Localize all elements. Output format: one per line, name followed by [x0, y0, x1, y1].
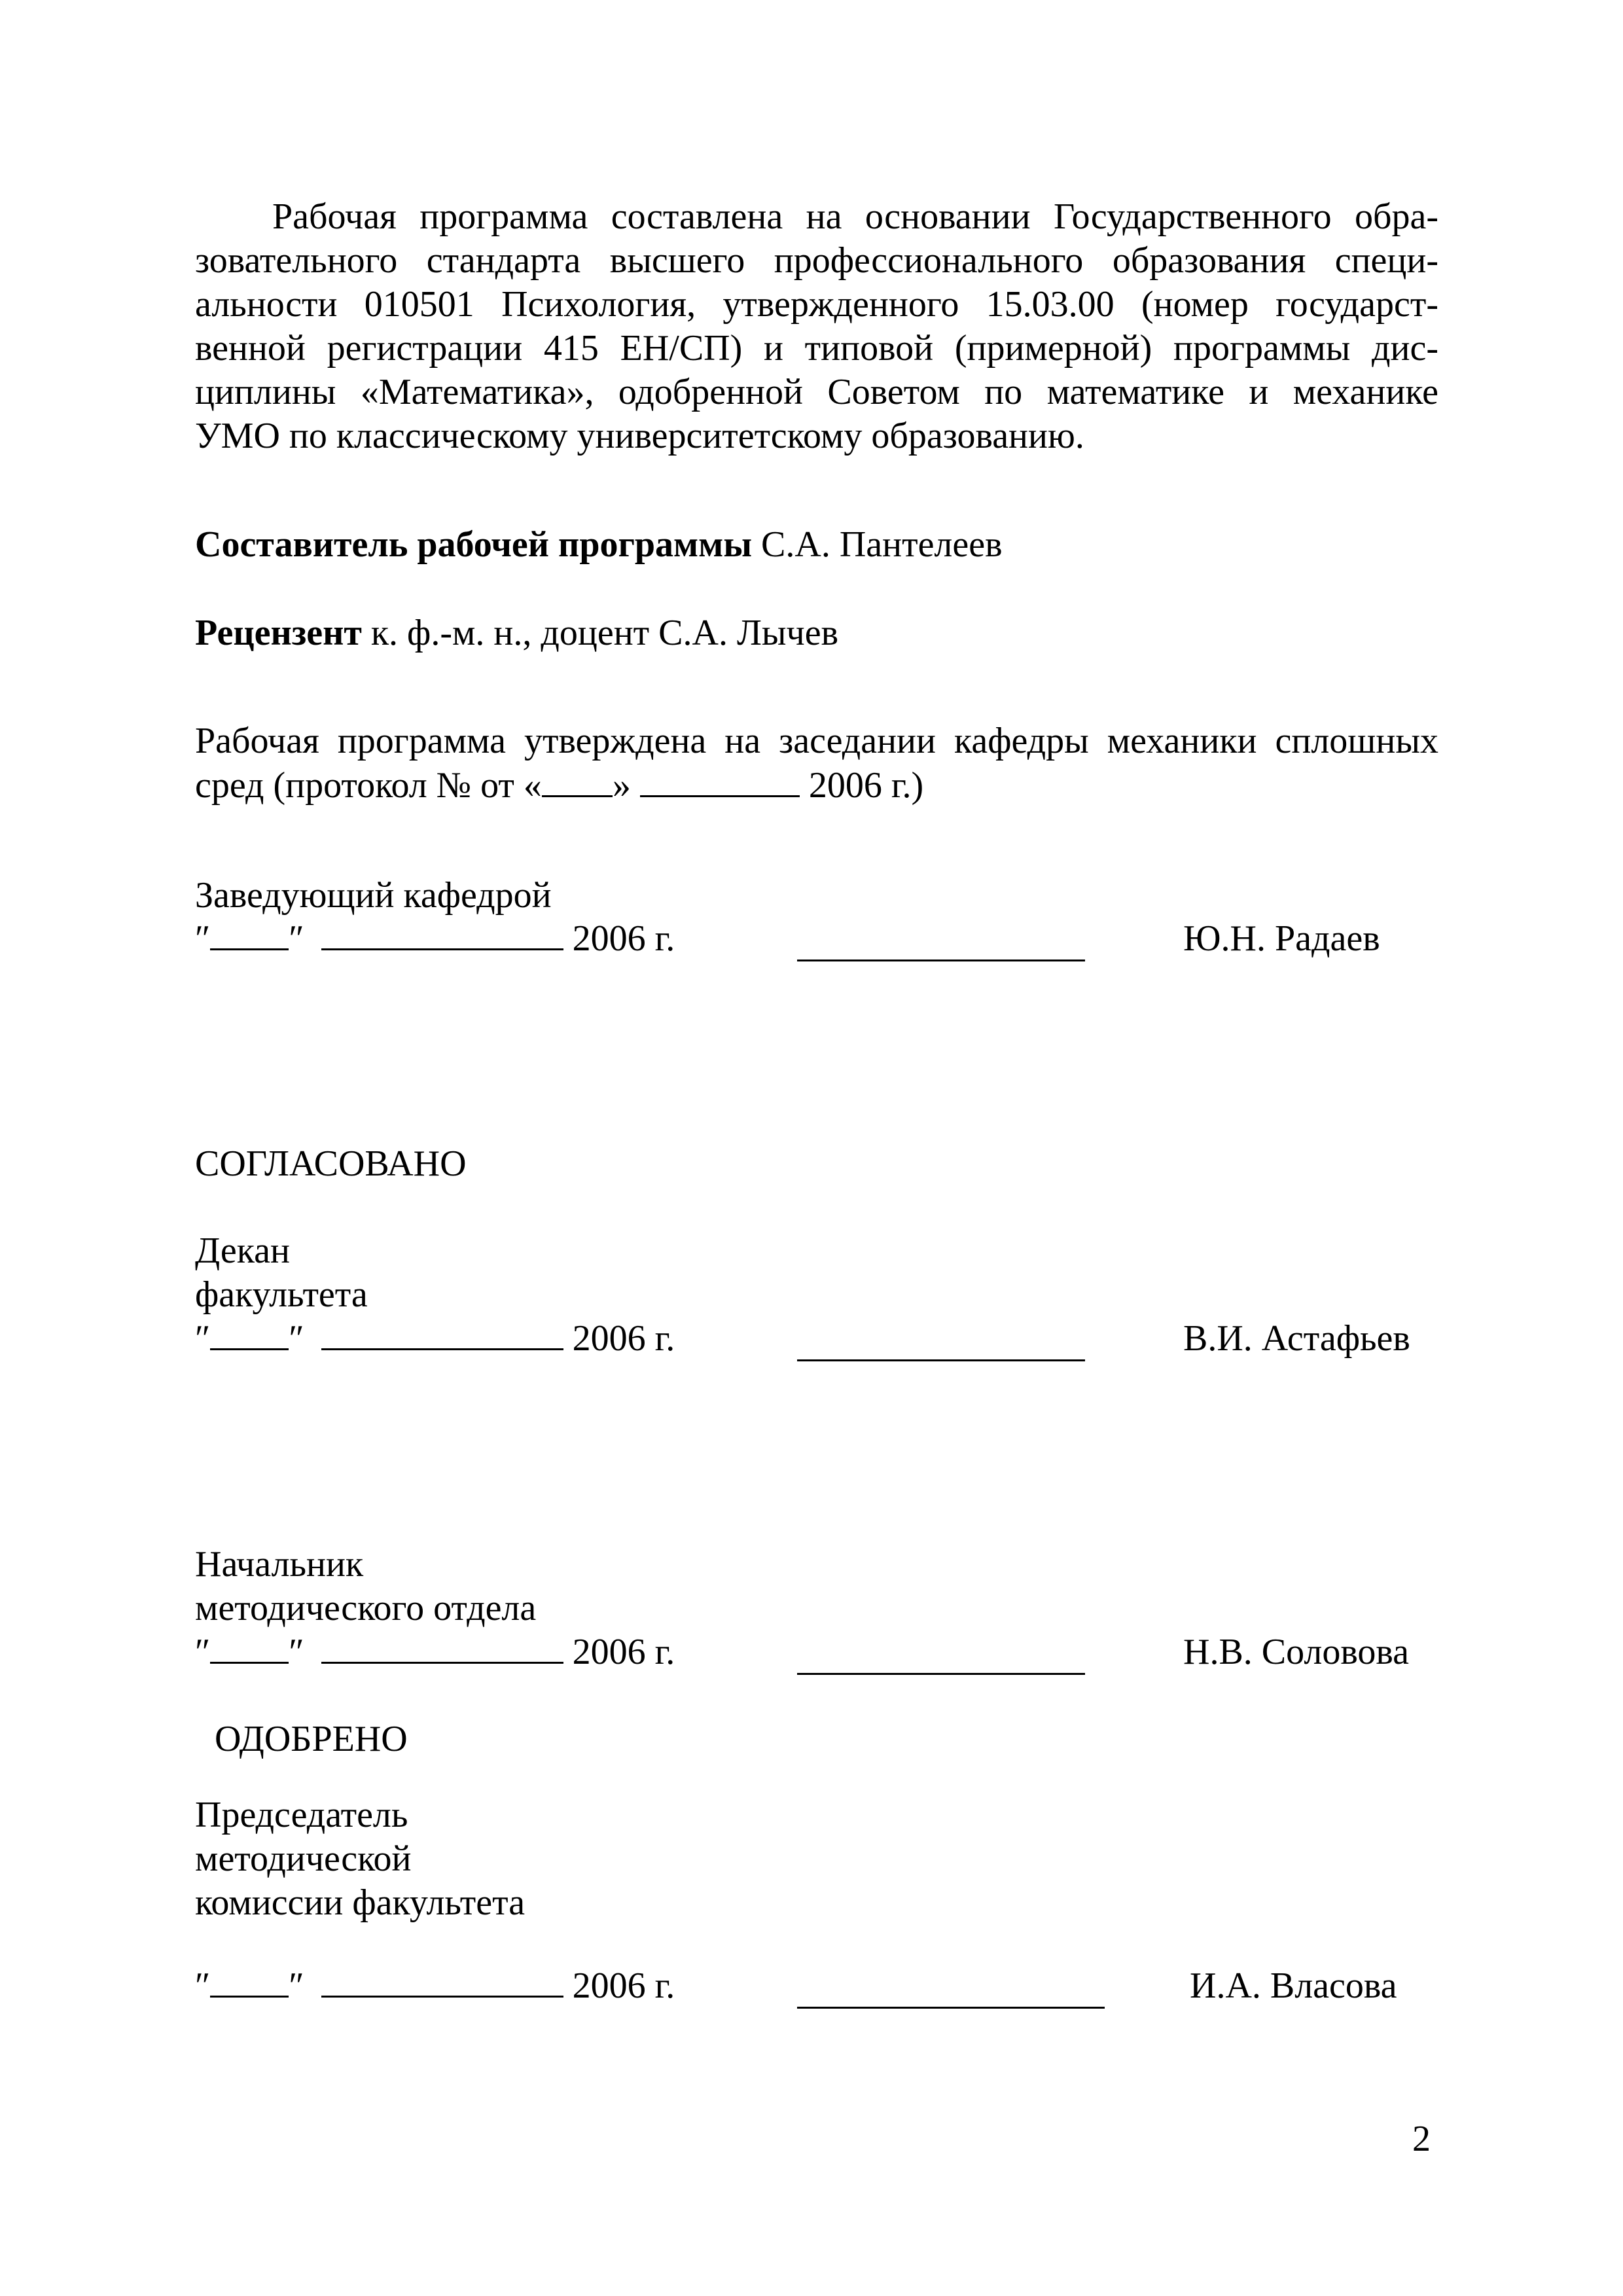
approval-text-b: » [612, 765, 631, 806]
reviewer-name: к. ф.-м. н., доцент С.А. Лычев [370, 613, 839, 653]
signature-line [797, 1359, 1085, 1361]
dean-title-line: Декан [195, 1230, 290, 1271]
approval-line-1: Рабочая программа утверждена на заседании кафедры механики сплошных [195, 721, 1438, 761]
intro-line: альности 010501 Психология, утвержденного 15.03.00 (номер государст- [195, 284, 1438, 325]
month-blank [321, 1319, 563, 1350]
methodical-name: Н.В. Соловова [1183, 1632, 1409, 1672]
head-title: Заведующий кафедрой [195, 875, 552, 916]
day-blank [210, 1633, 289, 1664]
dean-date-row [195, 1318, 675, 1359]
head-date-row [195, 918, 675, 960]
quote-open: ″ [195, 918, 211, 959]
quote-close: ″ [289, 918, 304, 959]
year-text: 2006 г. [572, 1318, 675, 1359]
methodical-title-line: методического отдела [195, 1588, 537, 1628]
quote-open: ″ [195, 1632, 211, 1672]
year-text: 2006 г. [572, 1965, 675, 2006]
dean-title-line: факультета [195, 1274, 368, 1315]
quote-close: ″ [289, 1318, 304, 1359]
signature-line [797, 2007, 1105, 2009]
day-blank [210, 920, 289, 950]
agreed-heading: СОГЛАСОВАНО [195, 1143, 467, 1184]
year-text: 2006 г. [572, 918, 675, 959]
reviewer-label: Рецензент [195, 613, 362, 653]
compiler-label: Составитель рабочей программы [195, 524, 753, 565]
month-blank [640, 766, 800, 797]
year-text: 2006 г. [572, 1632, 675, 1672]
approval-text-a: сред (протокол № от « [195, 765, 542, 806]
intro-line: Рабочая программа составлена на основании Государственного обра- [272, 196, 1438, 237]
chair-date-row [195, 1965, 675, 2007]
month-blank [321, 1967, 563, 1998]
quote-close: ″ [289, 1965, 304, 2006]
approved-heading: ОДОБРЕНО [215, 1719, 408, 1759]
intro-paragraph [195, 195, 1438, 458]
quote-open: ″ [195, 1965, 211, 2006]
intro-line: венной регистрации 415 ЕН/СП) и типовой (примерной) программы дис- [195, 328, 1438, 368]
dean-name: В.И. Астафьев [1183, 1318, 1410, 1359]
intro-line: циплины «Математика», одобренной Советом по математике и механике [195, 372, 1438, 412]
approval-text-c: 2006 г.) [808, 765, 924, 806]
chair-title-line: комиссии факультета [195, 1882, 526, 1923]
signature-line [797, 1673, 1085, 1675]
compiler-line [195, 524, 1003, 565]
month-blank [321, 1633, 563, 1664]
reviewer-line [195, 612, 838, 654]
methodical-date-row [195, 1631, 675, 1673]
month-blank [321, 920, 563, 950]
signature-line [797, 960, 1085, 961]
methodical-title-line: Начальник [195, 1544, 364, 1585]
compiler-name: С.А. Пантелеев [761, 524, 1003, 565]
head-name: Ю.Н. Радаев [1183, 918, 1380, 959]
day-blank [542, 766, 613, 797]
chair-name: И.А. Власова [1190, 1965, 1397, 2006]
intro-line: зовательного стандарта высшего профессионального образования специ- [195, 240, 1438, 281]
day-blank [210, 1967, 289, 1998]
quote-open: ″ [195, 1318, 211, 1359]
day-blank [210, 1319, 289, 1350]
approval-line-2 [195, 764, 923, 806]
chair-title-line: Председатель [195, 1795, 408, 1835]
page-number: 2 [1412, 2119, 1431, 2159]
quote-close: ″ [289, 1632, 304, 1672]
chair-title-line: методической [195, 1839, 412, 1879]
intro-line: УМО по классическому университетскому образованию. [195, 416, 1084, 456]
